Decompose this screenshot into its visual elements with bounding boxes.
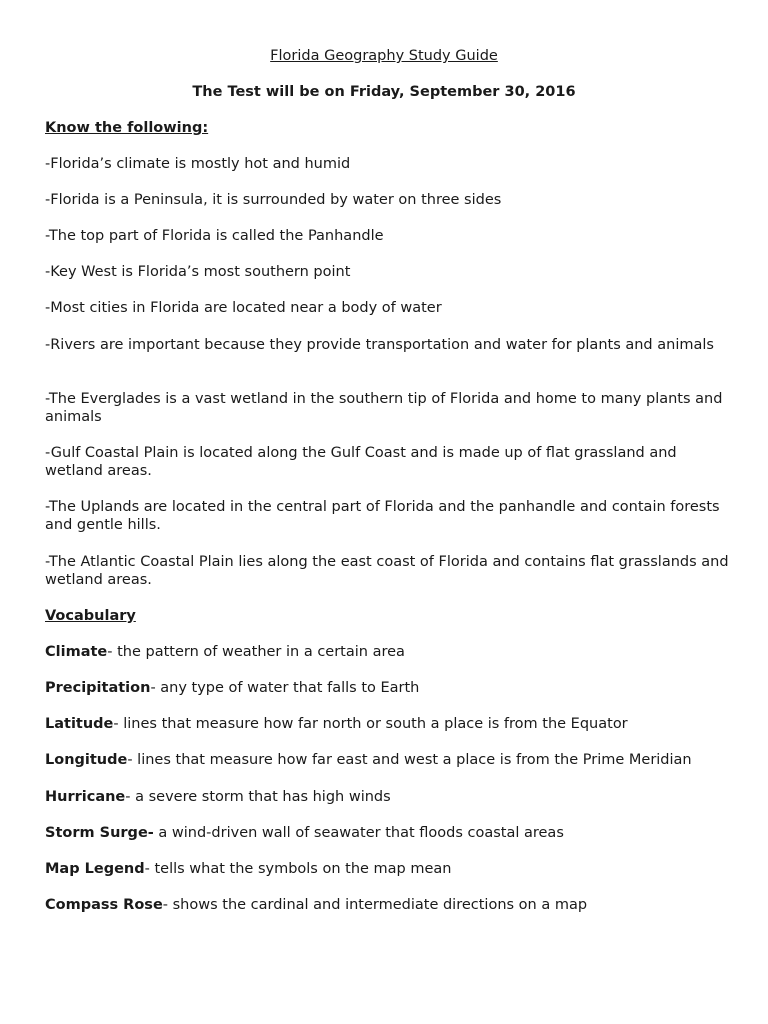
vocab-term: Latitude bbox=[45, 716, 114, 732]
test-date: The Test will be on Friday, September 30, 2016 bbox=[192, 84, 576, 100]
vocab-entry bbox=[45, 824, 735, 842]
vocabulary-heading: Vocabulary bbox=[45, 608, 136, 624]
vocab-term: Hurricane bbox=[45, 789, 126, 805]
fact-item: -Gulf Coastal Plain is located along the Gulf Coast and is made up of flat grassland and wetland areas. bbox=[45, 445, 677, 479]
page-title: Florida Geography Study Guide bbox=[270, 48, 498, 64]
vocab-term: Compass Rose bbox=[45, 897, 163, 913]
fact-item: -Florida’s climate is mostly hot and humid bbox=[45, 156, 351, 172]
vocab-entry bbox=[45, 643, 735, 661]
fact-item: -Florida is a Peninsula, it is surrounded by water on three sides bbox=[45, 192, 502, 208]
vocab-definition: - lines that measure how far east and west a place is from the Prime Meridian bbox=[127, 752, 692, 768]
vocab-definition: - any type of water that falls to Earth bbox=[150, 680, 420, 696]
vocab-entry bbox=[45, 896, 735, 914]
vocab-definition: - tells what the symbols on the map mean bbox=[144, 861, 452, 877]
fact-item: -The Atlantic Coastal Plain lies along the east coast of Florida and contains flat grasslands and wetland areas. bbox=[45, 554, 729, 588]
vocab-definition: - the pattern of weather in a certain area bbox=[107, 644, 405, 660]
know-heading: Know the following: bbox=[45, 120, 209, 136]
vocab-entry bbox=[45, 788, 735, 806]
vocab-entry bbox=[45, 715, 735, 733]
fact-item: -The top part of Florida is called the Panhandle bbox=[45, 228, 384, 244]
fact-item: -Most cities in Florida are located near a body of water bbox=[45, 300, 442, 316]
vocab-entry bbox=[45, 860, 735, 878]
vocab-entry bbox=[45, 751, 735, 769]
vocab-term: Longitude bbox=[45, 752, 128, 768]
fact-item: -Rivers are important because they provide transportation and water for plants and animals bbox=[45, 337, 714, 353]
fact-item: -The Everglades is a vast wetland in the southern tip of Florida and home to many plants and animals bbox=[45, 391, 723, 425]
vocab-entry bbox=[45, 679, 735, 697]
vocab-term: Map Legend bbox=[45, 861, 145, 877]
fact-item: -Key West is Florida’s most southern point bbox=[45, 264, 351, 280]
fact-item: -The Uplands are located in the central part of Florida and the panhandle and contain forests and gentle hills. bbox=[45, 499, 720, 533]
vocab-term: Precipitation bbox=[45, 680, 151, 696]
vocab-term: Climate bbox=[45, 644, 108, 660]
vocab-definition: - lines that measure how far north or south a place is from the Equator bbox=[113, 716, 628, 732]
vocab-definition: - a severe storm that has high winds bbox=[125, 789, 391, 805]
vocab-definition: a wind-driven wall of seawater that floods coastal areas bbox=[153, 825, 564, 841]
vocab-term: Storm Surge- bbox=[45, 825, 154, 841]
vocab-definition: - shows the cardinal and intermediate directions on a map bbox=[162, 897, 588, 913]
